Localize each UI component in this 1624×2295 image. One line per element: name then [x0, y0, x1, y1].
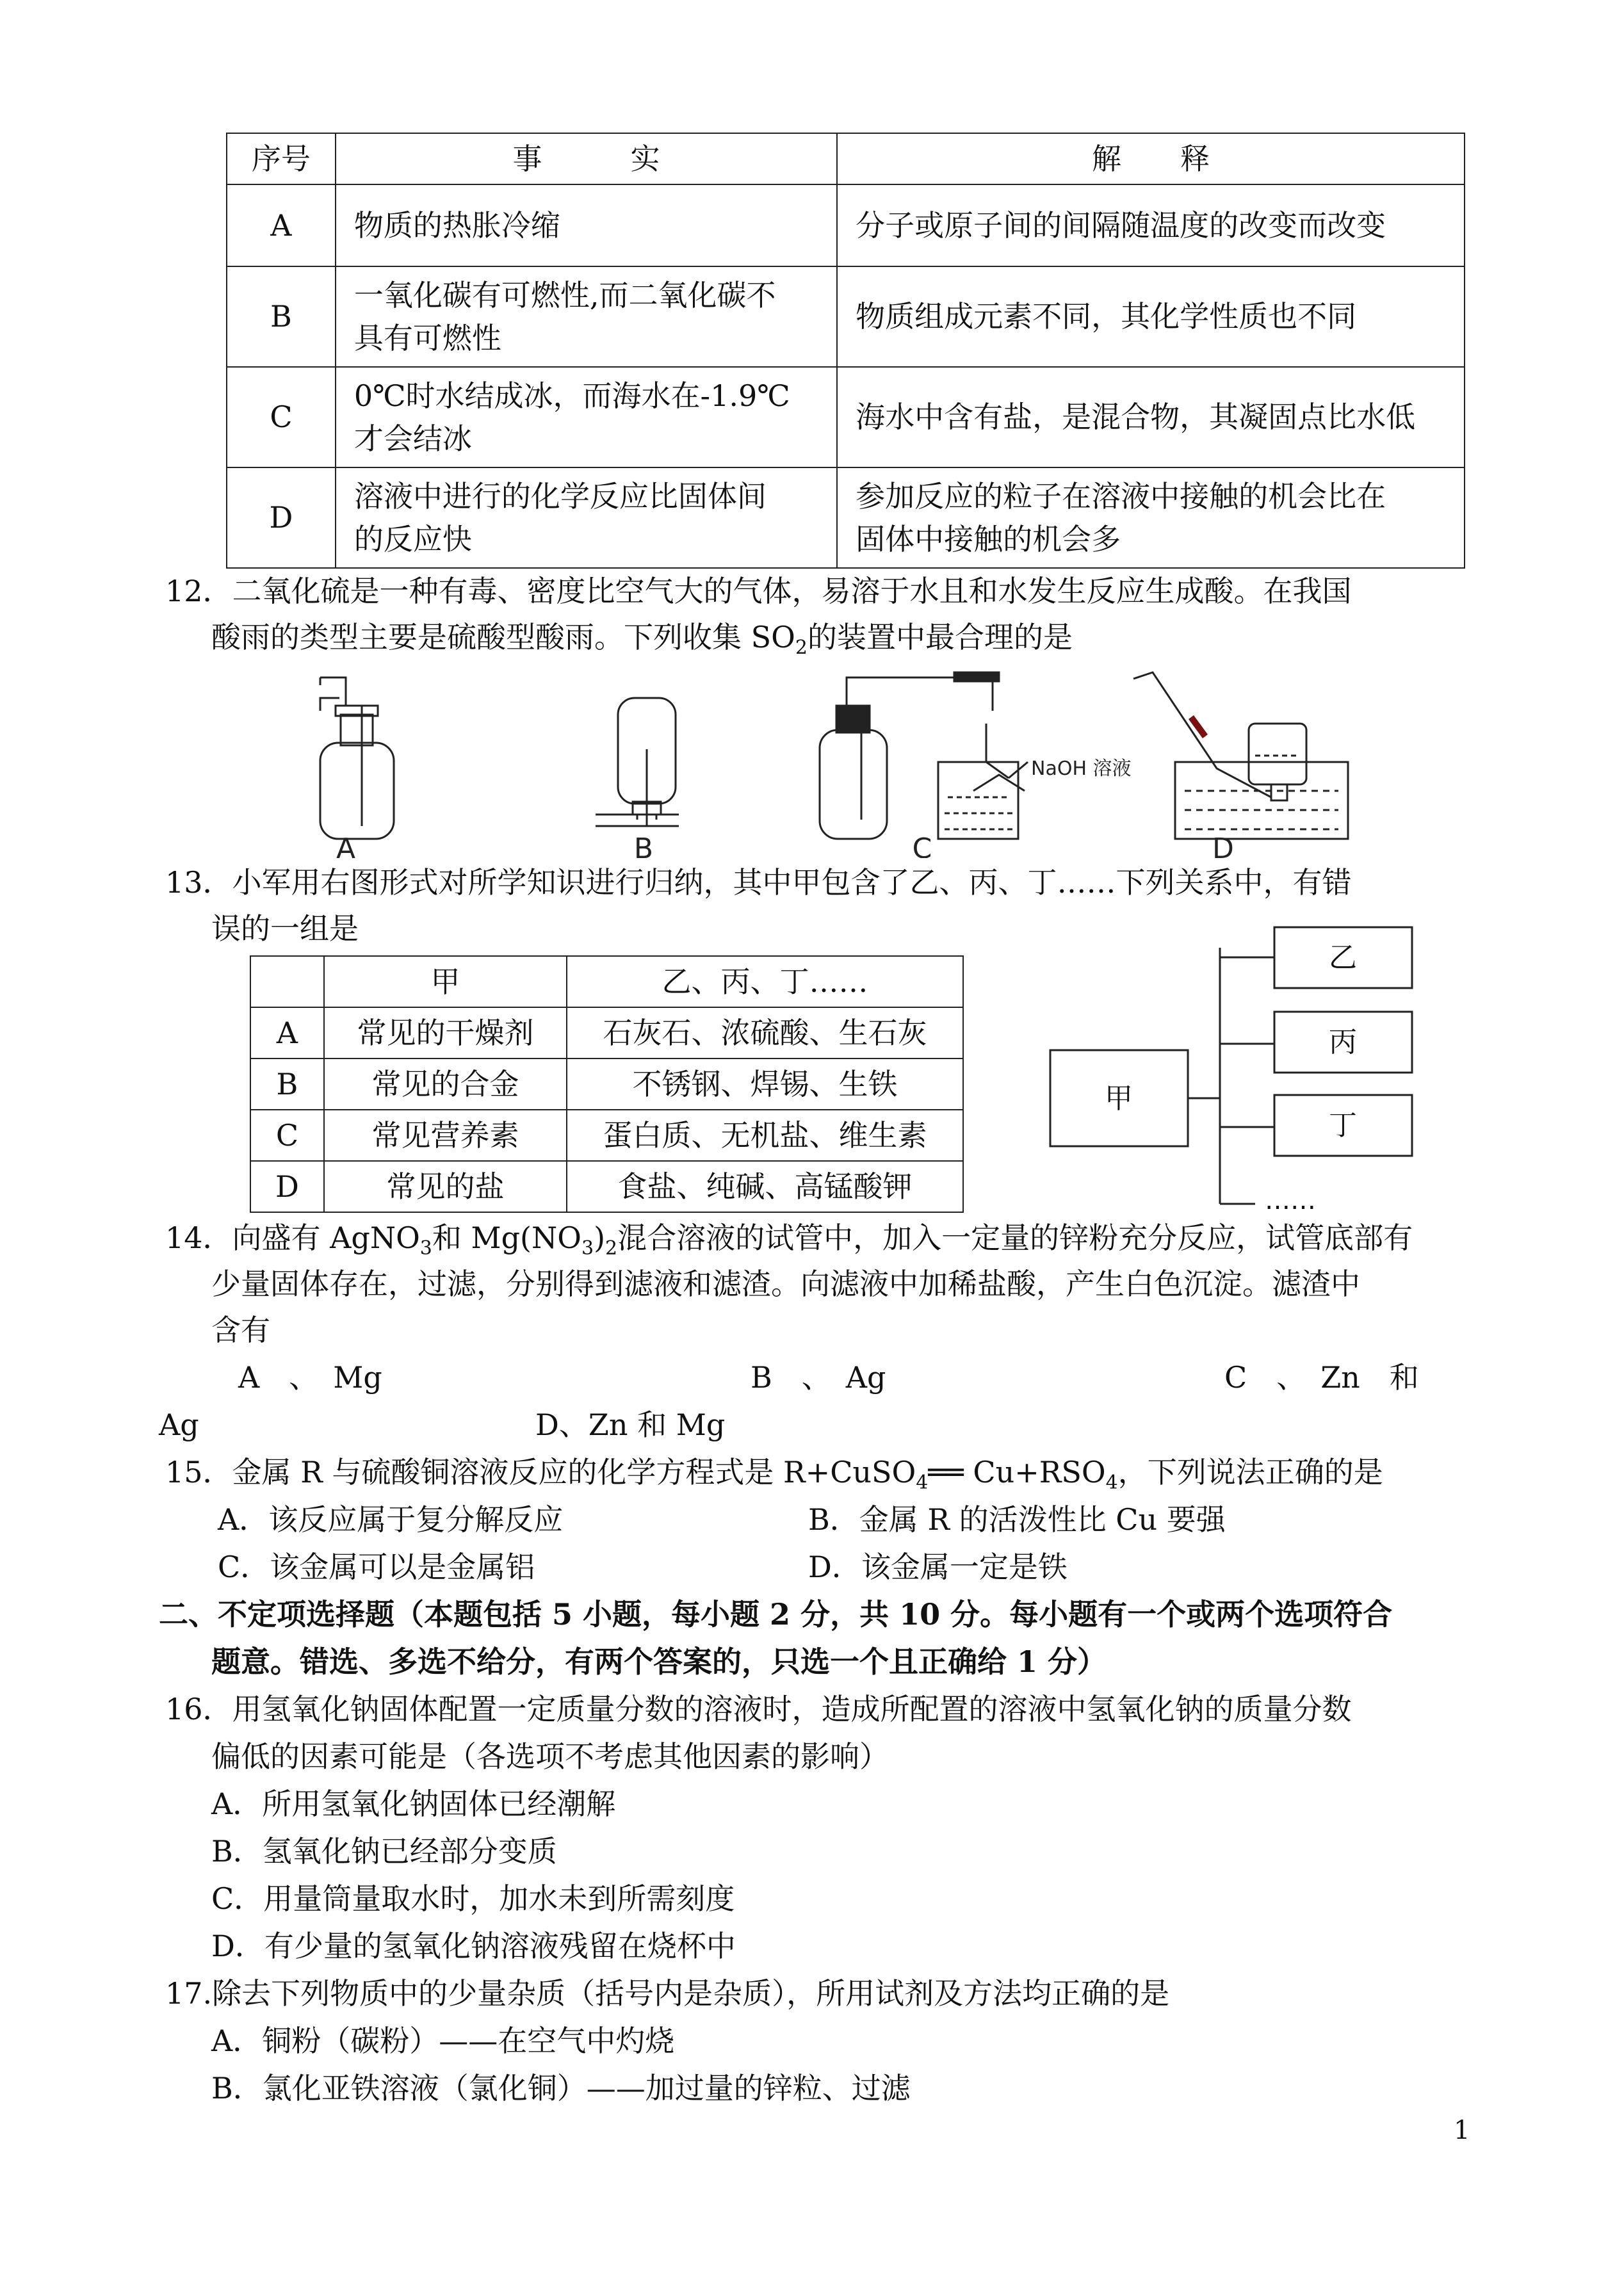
section-2-heading-line1: 二、不定项选择题（本题包括 5 小题，每小题 2 分，共 10 分。每小题有一个或两个选项符合	[159, 1597, 1393, 1632]
q15-option-a: A．该反应属于复分解反应	[218, 1502, 564, 1537]
svg-text:C: C	[912, 832, 932, 858]
q11-header-fact: 事 实	[336, 133, 837, 184]
q11-header-explain: 解 释	[837, 133, 1465, 184]
q17-option-a: A．铜粉（碳粉）——在空气中灼烧	[211, 2023, 675, 2058]
q11-row-id: D	[227, 467, 336, 568]
table-row	[227, 266, 1465, 367]
q13-header-jia: 甲	[324, 956, 567, 1007]
naoh-label: NaOH 溶液	[1031, 758, 1132, 780]
q15-option-d: D．该金属一定是铁	[808, 1550, 1068, 1584]
q11-fact: 溶液中进行的化学反应比固体间 的反应快	[336, 467, 837, 568]
q11-row-id: B	[227, 266, 336, 367]
q11-explain: 物质组成元素不同，其化学性质也不同	[837, 266, 1465, 367]
table-row	[227, 367, 1465, 467]
q16-stem-line2: 偏低的因素可能是（各选项不考虑其他因素的影响）	[211, 1739, 889, 1774]
q11-fact: 0℃时水结成冰，而海水在-1.9℃ 才会结冰	[336, 367, 837, 467]
svg-text:丁: 丁	[1329, 1109, 1357, 1142]
q12-stem-line1: 12．二氧化硫是一种有毒、密度比空气大的气体，易溶于水且和水发生反应生成酸。在我国	[165, 574, 1352, 608]
q14-stem-line1: 14．向盛有 AgNO$_3$和 $Mg(NO_3)_2$混合溶液的试管中，加入一定量的锌粉充分反应，试管底部有	[165, 1220, 1413, 1260]
table-row: A 常见的干燥剂 石灰石、浓硫酸、生石灰	[250, 1007, 963, 1058]
svg-text:A: A	[336, 832, 356, 858]
q13-tree-diagram	[1044, 922, 1505, 1217]
q14-stem-line2: 少量固体存在，过滤，分别得到滤液和滤渣。向滤液中加稀盐酸，产生白色沉淀。滤渣中	[211, 1267, 1360, 1301]
q11-header-id: 序号	[227, 133, 336, 184]
svg-text:丙: 丙	[1329, 1026, 1357, 1058]
q16-option-a: A．所用氢氧化钠固体已经潮解	[211, 1787, 616, 1821]
q13-table	[250, 955, 964, 1213]
q16-option-d: D．有少量的氢氧化钠溶液残留在烧杯中	[211, 1929, 736, 1963]
section-2-heading-line2: 题意。错选、多选不给分，有两个答案的，只选一个且正确给 1 分）	[211, 1644, 1107, 1679]
q15-option-c: C．该金属可以是金属铝	[218, 1550, 535, 1584]
svg-text:乙: 乙	[1329, 941, 1357, 974]
q11-explain: 海水中含有盐，是混合物，其凝固点比水低	[837, 367, 1465, 467]
q11-table	[226, 133, 1465, 569]
q16-option-b: B．氢氧化钠已经部分变质	[211, 1834, 557, 1869]
q13-stem-line1: 13．小军用右图形式对所学知识进行归纳，其中甲包含了乙、丙、丁……下列关系中，有错	[165, 865, 1352, 900]
q12-apparatus-figure	[282, 666, 1511, 858]
svg-text:B: B	[633, 832, 654, 858]
q13-stem-line2: 误的一组是	[211, 911, 359, 946]
q11-row-id: A	[227, 184, 336, 266]
q11-fact: 物质的热胀冷缩	[336, 184, 837, 266]
q17-stem: 17.除去下列物质中的少量杂质（括号内是杂质），所用试剂及方法均正确的是	[165, 1976, 1170, 2011]
q15-stem: 15．金属 R 与硫酸铜溶液反应的化学方程式是 R+CuSO$_4$══ $Cu+RSO_4$，下列说法正确的是	[165, 1455, 1383, 1495]
q14-option-d: D、Zn 和 Mg	[535, 1407, 726, 1442]
q13-header-members: 乙、丙、丁……	[567, 956, 963, 1007]
q11-row-id: C	[227, 367, 336, 467]
svg-text:D: D	[1212, 832, 1234, 858]
q14-option-c: C 、 Zn 和	[1224, 1360, 1419, 1395]
q16-stem-line1: 16．用氢氧化钠固体配置一定质量分数的溶液时，造成所配置的溶液中氢氧化钠的质量分数	[165, 1692, 1352, 1726]
q11-explain: 分子或原子间的间隔随温度的改变而改变	[837, 184, 1465, 266]
q17-option-b: B．氯化亚铁溶液（氯化铜）——加过量的锌粒、过滤	[211, 2071, 911, 2105]
q14-option-b: B 、 Ag	[751, 1360, 886, 1395]
table-row: B 常见的合金 不锈钢、焊锡、生铁	[250, 1058, 963, 1110]
apparatus-d-icon	[1133, 672, 1348, 839]
q16-option-c: C．用量筒量取水时，加水未到所需刻度	[211, 1881, 735, 1916]
apparatus-c-icon	[820, 672, 1028, 839]
svg-text:……: ……	[1265, 1186, 1316, 1215]
apparatus-b-icon	[596, 698, 679, 826]
apparatus-a-icon	[320, 677, 394, 839]
svg-text:甲: 甲	[1105, 1082, 1133, 1115]
table-row	[227, 467, 1465, 568]
q14-option-a: A 、 Mg	[238, 1360, 382, 1395]
q14-option-c-cont: Ag	[159, 1407, 199, 1442]
q11-fact: 一氧化碳有可燃性,而二氧化碳不 具有可燃性	[336, 266, 837, 367]
table-row: C 常见营养素 蛋白质、无机盐、维生素	[250, 1110, 963, 1161]
q14-stem-line3: 含有	[211, 1313, 270, 1347]
q15-option-b: B．金属 R 的活泼性比 Cu 要强	[808, 1502, 1226, 1537]
page-number: 1	[1454, 2116, 1470, 2145]
table-row: D 常见的盐 食盐、纯碱、高锰酸钾	[250, 1161, 963, 1212]
q12-stem-line2: 酸雨的类型主要是硫酸型酸雨。下列收集 $SO_2$的装置中最合理的是	[211, 620, 1073, 660]
table-row	[227, 184, 1465, 266]
q11-explain: 参加反应的粒子在溶液中接触的机会比在 固体中接触的机会多	[837, 467, 1465, 568]
